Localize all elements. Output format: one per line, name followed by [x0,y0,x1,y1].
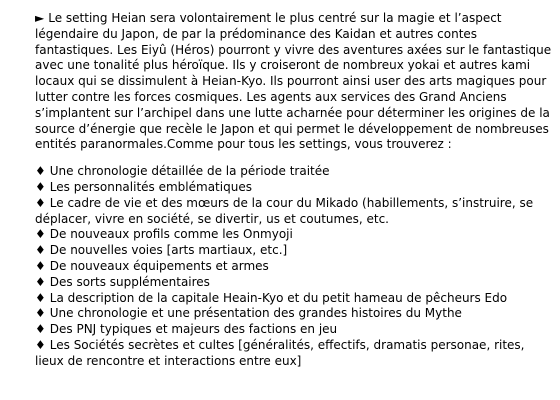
list-item-text: Les personnalités emblématiques [49,179,252,194]
list-item-text: Des sorts supplémentaires [49,274,210,289]
list-item [35,243,554,259]
intro-text: Le setting Heian sera volontairement le plus centré sur la magie et l’aspect légendaire du Japon, de par la prédominance des Kaidan et autres contes fantastiques. Les Eiyû (Héros) pourront y vivre des aventures axées sur le fantastique avec une tonalité plus héroïque. Ils y croiseront de nombreux yokai et autres kami locaux qui se dissimulent à Heian-Kyo. Ils pourront ainsi user des arts magiques pour lutter contre les forces cosmiques. Les agents aux services des Grand Anciens s’implantent sur l’archipel dans une lutte acharnée pour déterminer les origines de la source d’énergie que recèle le Japon et qui permet le développement de nombreuses entités paranormales.Comme pour tous les settings, vous trouverez : [35,11,552,152]
list-item [35,275,554,291]
list-item-text: Une chronologie détaillée de la période traitée [49,164,330,179]
diamond-bullet-icon: ♦ [35,179,46,194]
list-item-text: La description de la capitale Heain-Kyo et du petit hameau de pêcheurs Edo [49,290,508,305]
diamond-bullet-icon: ♦ [35,290,46,305]
list-item [35,291,554,307]
list-item-text: De nouveaux profils comme les Onmyoji [49,227,293,242]
intro-paragraph [35,11,554,153]
diamond-bullet-icon: ♦ [35,258,46,273]
list-item-text: De nouvelles voies [arts martiaux, etc.] [49,243,288,258]
diamond-bullet-icon: ♦ [35,164,46,179]
list-item [35,322,554,338]
list-item [35,196,554,228]
diamond-bullet-icon: ♦ [35,337,46,352]
list-item [35,164,554,180]
diamond-bullet-icon: ♦ [35,322,46,337]
list-item [35,338,554,370]
list-item [35,180,554,196]
diamond-bullet-icon: ♦ [35,195,46,210]
diamond-bullet-icon: ♦ [35,274,46,289]
list-item-text: Le cadre de vie et des mœurs de la cour du Mikado (habillements, s’instruire, se déplacer, vivre en société, se divertir, us et coutumes, etc. [35,195,534,226]
feature-list [35,164,554,369]
arrow-bullet-icon: ► [35,11,45,25]
list-item-text: Des PNJ typiques et majeurs des factions en jeu [49,322,338,337]
diamond-bullet-icon: ♦ [35,227,46,242]
list-item-text: Une chronologie et une présentation des grandes histoires du Mythe [49,306,462,321]
list-item [35,259,554,275]
list-item-text: Les Sociétés secrètes et cultes [généralités, effectifs, dramatis personae, rites, lieux de rencontre et interactions entre eux] [35,337,525,368]
list-item [35,306,554,322]
diamond-bullet-icon: ♦ [35,243,46,258]
list-item [35,227,554,243]
list-item-text: De nouveaux équipements et armes [49,258,269,273]
diamond-bullet-icon: ♦ [35,306,46,321]
